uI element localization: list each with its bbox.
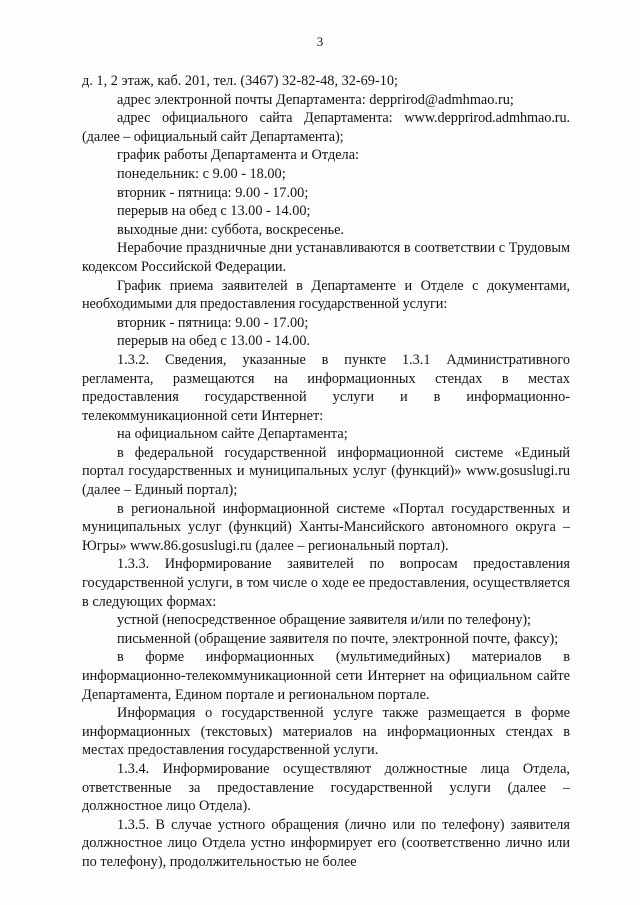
paragraph: вторник - пятница: 9.00 - 17.00; xyxy=(117,184,309,201)
paragraph: график работы Департамента и Отдела: xyxy=(117,147,360,164)
paragraph: адрес электронной почты Департамента: depprirod@admhmao.ru; xyxy=(117,91,514,108)
paragraph: 1.3.3. Информирование заявителей по вопросам предоставления государственной услуги, в том числе о ходе ее предоставления, осуществляется в следующих формах: xyxy=(82,556,570,610)
paragraph: понедельник: с 9.00 - 18.00; xyxy=(117,165,286,182)
paragraph: 1.3.4. Информирование осуществляют должностные лица Отдела, ответственные за предоставление государственной услуги (далее – должностное лицо Отдела). xyxy=(82,760,570,815)
paragraph: письменной (обращение заявителя по почте, электронной почте, факсу); xyxy=(117,630,559,647)
paragraph: вторник - пятница: 9.00 - 17.00; xyxy=(117,314,309,331)
page-number: 3 xyxy=(316,34,324,49)
paragraph: устной (непосредственное обращение заявителя и/или по телефону); xyxy=(117,612,531,629)
paragraph: на официальном сайте Департамента; xyxy=(117,426,348,443)
paragraph: в форме информационных (мультимедийных) материалов в информационно-телекоммуникационной сети Интернет на официальном сайте Департамента, Едином портале и региональном портале. xyxy=(82,649,570,703)
paragraph: выходные дни: суббота, воскресенье. xyxy=(117,221,345,238)
paragraph: 1.3.2. Сведения, указанные в пункте 1.3.1 Административного регламента, размещаются на информационных стендах в местах предоставления государственной услуги и в информационно-телекоммуникационной сети Интернет: xyxy=(82,351,570,424)
paragraph: д. 1, 2 этаж, каб. 201, тел. (3467) 32-82-48, 32-69-10; xyxy=(82,73,398,89)
paragraph: адрес официального сайта Департамента: www.depprirod.admhmao.ru. (далее – официальный сайт Департамента); xyxy=(82,110,570,145)
paragraph: перерыв на обед с 13.00 - 14.00. xyxy=(117,333,311,350)
paragraph: Нерабочие праздничные дни устанавливаются в соответствии с Трудовым кодексом Российской Федерации. xyxy=(82,240,570,275)
paragraph: 1.3.5. В случае устного обращения (лично или по телефону) заявителя должностное лицо Отдела устно информирует его (соответственно лично или по телефону), продолжительностью не более xyxy=(82,816,570,870)
paragraph: Информация о государственной услуге также размещается в форме информационных (текстовых) материалов на информационных стендах в местах предоставления государственной услуги. xyxy=(82,705,570,759)
paragraph: в федеральной государственной информационной системе «Единый портал государственных и муниципальных услуг (функций)» www.gosuslugi.ru (далее – Единый портал); xyxy=(82,444,570,499)
document-body xyxy=(82,72,570,872)
paragraph: перерыв на обед с 13.00 - 14.00; xyxy=(117,203,311,220)
paragraph: в региональной информационной системе «Портал государственных и муниципальных услуг (функций) Ханты-Мансийского автономного округа – Югры» www.86.gosuslugi.ru (далее – региональный портал). xyxy=(82,500,570,554)
paragraph: График приема заявителей в Департаменте и Отделе с документами, необходимыми для предоставления государственной услуги: xyxy=(82,277,570,313)
